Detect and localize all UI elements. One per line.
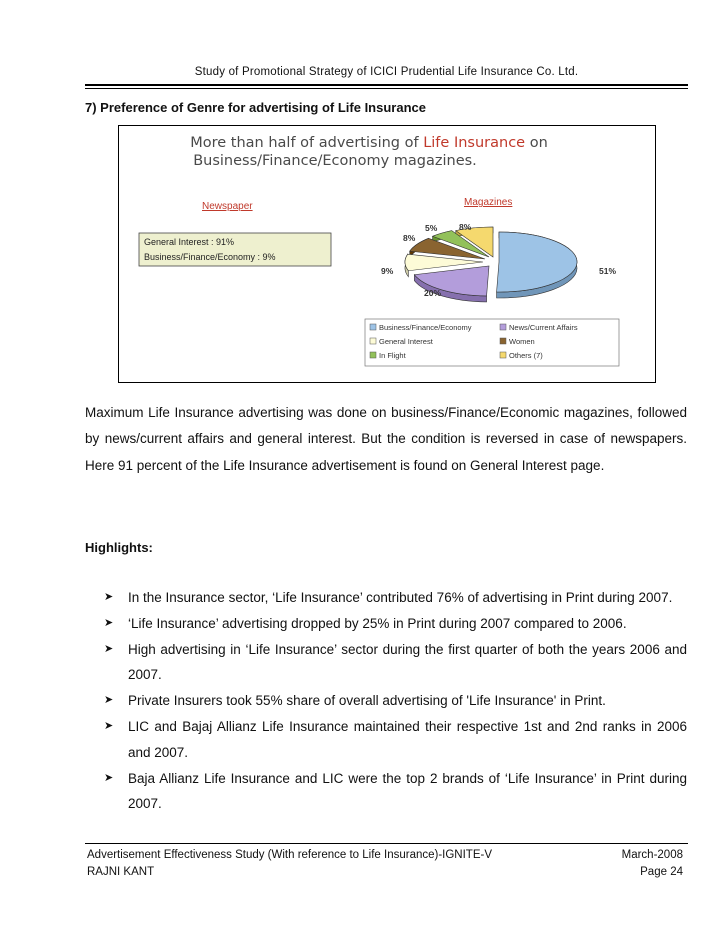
- pie-data-label: 51%: [599, 266, 617, 276]
- legend-entry: News/Current Affairs: [509, 323, 578, 332]
- pie-data-label: 9%: [381, 266, 394, 276]
- arrow-bullet-icon: ➤: [104, 771, 114, 784]
- legend-entry: In Flight: [379, 351, 406, 360]
- chart-legend: [365, 319, 619, 366]
- body-paragraph: Maximum Life Insurance advertising was done on business/Finance/Economic magazines, followed by news/current affairs and general interest. But the condition is reversed in case of newspapers. Here 91 percent of the Life Insurance advertisement is found on General Interest page.: [85, 405, 687, 473]
- running-header: Study of Promotional Strategy of ICICI Prudential Life Insurance Co. Ltd.: [194, 66, 579, 78]
- pie-data-label: 8%: [459, 222, 472, 232]
- footer-date: March-2008: [621, 849, 683, 861]
- figure-headline-line2: Business/Finance/Economy magazines.: [193, 153, 477, 169]
- legend-entry: General Interest: [379, 337, 433, 346]
- legend-entry: Women: [509, 337, 535, 346]
- headline-part2: on: [529, 135, 548, 151]
- newspaper-item-2: Business/Finance/Economy : 9%: [144, 252, 276, 262]
- magazine-pie-figure: [119, 126, 655, 382]
- footer-page-number: Page 24: [640, 866, 683, 878]
- legend-swatch: [370, 338, 376, 344]
- arrow-bullet-icon: ➤: [104, 616, 114, 629]
- bullet-text: Private Insurers took 55% share of overall advertising of 'Life Insurance' in Print.: [128, 693, 606, 709]
- pie-data-label: 8%: [403, 233, 416, 243]
- figure-box: [118, 125, 656, 383]
- footer-rule: [85, 843, 688, 844]
- figure-headline: [190, 135, 548, 151]
- headline-part1: More than half of advertising of: [190, 135, 419, 151]
- newspaper-item-1: General Interest : 91%: [144, 237, 235, 247]
- arrow-bullet-icon: ➤: [104, 591, 114, 603]
- list-item: [85, 637, 687, 689]
- pie-chart: [381, 222, 616, 302]
- newspaper-label: Newspaper: [202, 201, 253, 212]
- header-rule: [85, 84, 688, 86]
- list-item: [85, 585, 687, 611]
- header-rule-thin: [85, 88, 688, 89]
- list-item: [85, 688, 687, 714]
- legend-swatch: [500, 352, 506, 358]
- footer-author: RAJNI KANT: [87, 866, 155, 878]
- legend-entry: Business/Finance/Economy: [379, 323, 472, 332]
- pie-data-label: 5%: [425, 223, 438, 233]
- bullet-text: Baja Allianz Life Insurance and LIC were the top 2 brands of ‘Life Insurance’ in Print during 2007.: [128, 770, 687, 812]
- legend-swatch: [500, 338, 506, 344]
- highlights-title: Highlights:: [85, 540, 153, 555]
- arrow-bullet-icon: ➤: [104, 642, 114, 655]
- legend-entry: Others (7): [509, 351, 543, 360]
- headline-highlight: Life Insurance: [423, 135, 526, 151]
- bullet-text: LIC and Bajaj Allianz Life Insurance maintained their respective 1st and 2nd ranks in 2006 and 2007.: [128, 718, 687, 760]
- footer-study-title: Advertisement Effectiveness Study (With reference to Life Insurance)-IGNITE-V: [87, 849, 493, 861]
- legend-swatch: [500, 324, 506, 330]
- list-item: [85, 714, 687, 766]
- list-item: [85, 766, 687, 818]
- list-item: [85, 611, 687, 637]
- arrow-bullet-icon: ➤: [104, 694, 114, 707]
- highlights-list: [85, 585, 687, 817]
- section-title: 7) Preference of Genre for advertising of Life Insurance: [85, 100, 426, 115]
- legend-swatch: [370, 324, 376, 330]
- bullet-text: High advertising in ‘Life Insurance’ sector during the first quarter of both the years 2006 and 2007.: [128, 641, 687, 683]
- bullet-text: ‘Life Insurance’ advertising dropped by 25% in Print during 2007 compared to 2006.: [128, 615, 627, 631]
- legend-swatch: [370, 352, 376, 358]
- arrow-bullet-icon: ➤: [104, 719, 114, 732]
- pie-data-label: 20%: [424, 288, 442, 298]
- magazines-label: Magazines: [464, 197, 513, 208]
- bullet-text: In the Insurance sector, ‘Life Insurance’ contributed 76% of advertising in Print during 2007.: [128, 590, 673, 605]
